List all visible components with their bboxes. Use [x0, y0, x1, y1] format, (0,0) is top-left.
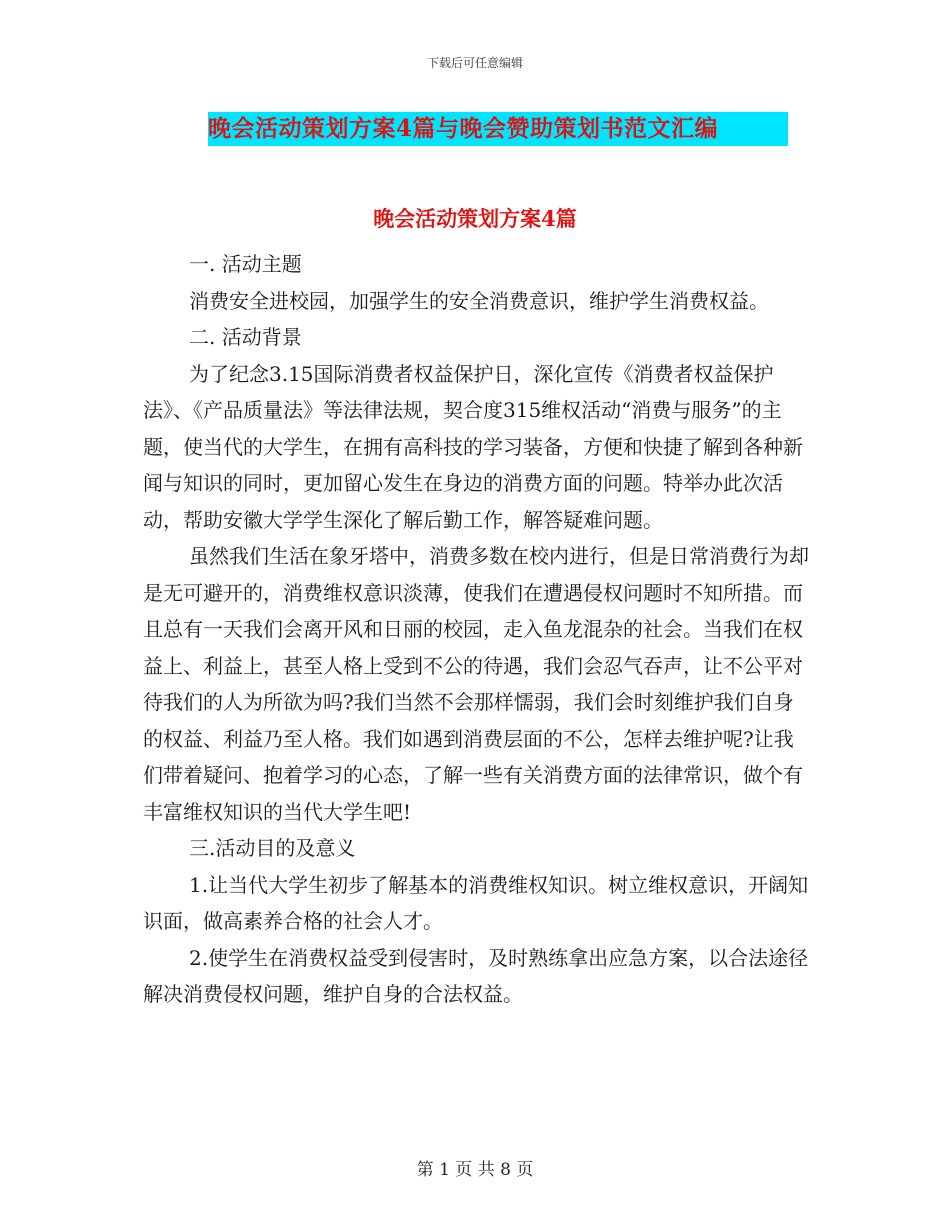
- main-title-highlight: [208, 112, 788, 146]
- paragraph-purpose-1: 1.让当代大学生初步了解基本的消费维权知识。树立维权意识，开阔知识面，做高素养合格的社会人才。: [143, 872, 809, 933]
- page-footer: 第 1 页 共 8 页: [416, 1160, 534, 1180]
- paragraph-theme: 消费安全进校园，加强学生的安全消费意识，维护学生消费权益。: [189, 288, 769, 313]
- body-text: [143, 246, 813, 1013]
- paragraph-purpose-2: 2.使学生在消费权益受到侵害时，及时熟练拿出应急方案，以合法途径解决消费侵权问题，维护自身的合法权益。: [143, 945, 809, 1006]
- header-note: 下载后可任意编辑: [426, 56, 523, 70]
- heading-activity-purpose: 三.活动目的及意义: [189, 836, 356, 860]
- heading-activity-background: 二. 活动背景: [189, 325, 302, 349]
- main-title: 晚会活动策划方案4篇与晚会赞助策划书范文汇编: [208, 115, 719, 142]
- heading-activity-theme: 一. 活动主题: [189, 252, 302, 276]
- section-title: 晚会活动策划方案4篇: [373, 206, 577, 231]
- paragraph-background-1: 为了纪念3.15国际消费者权益保护日，深化宣传《消费者权益保护法》、《产品质量法》等法律法规，契合度315维权活动“消费与服务”的主题，使当代的大学生，在拥有高科技的学习装备，方便和快捷了解到各种新闻与知识的同时，更加留心发生在身边的消费方面的问题。特举办此次活动，帮助安徽大学学生深化了解后勤工作，解答疑难问题。: [143, 361, 803, 532]
- paragraph-background-2: 虽然我们生活在象牙塔中，消费多数在校内进行，但是日常消费行为却是无可避开的，消费维权意识淡薄，使我们在遭遇侵权问题时不知所措。而且总有一天我们会离开风和日丽的校园，走入鱼龙混杂的社会。当我们在权益上、利益上，甚至人格上受到不公的待遇，我们会忍气吞声，让不公平对待我们的人为所欲为吗?我们当然不会那样懦弱，我们会时刻维护我们自身的权益、利益乃至人格。我们如遇到消费层面的不公，怎样去维护呢?让我们带着疑问、抱着学习的心态，了解一些有关消费方面的法律常识，做个有丰富维权知识的当代大学生吧!: [143, 544, 809, 824]
